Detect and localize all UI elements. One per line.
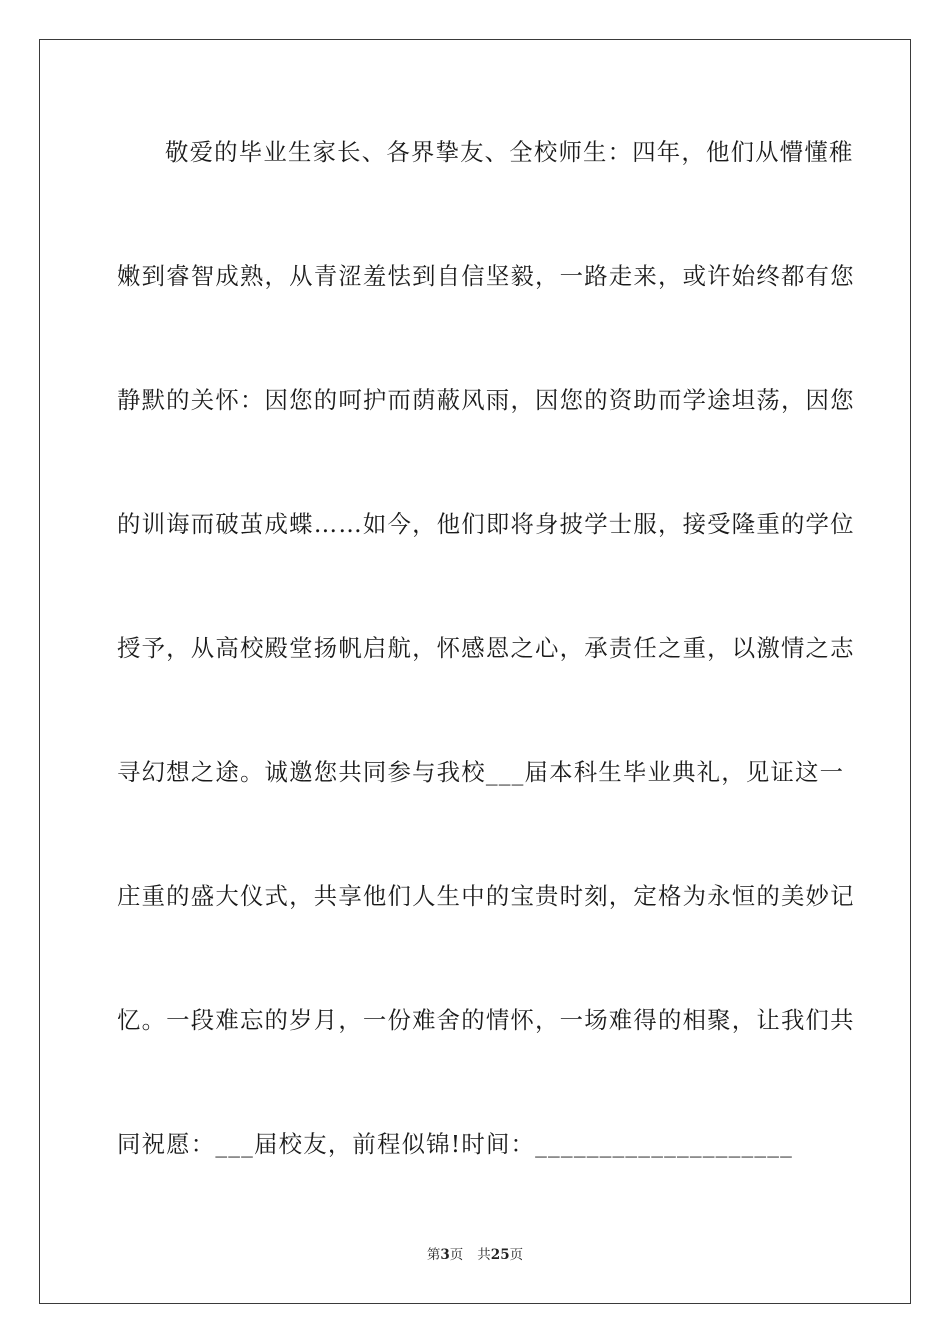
page-suffix: 页 [449,1247,464,1263]
paragraph-line-4: 的训诲而破茧成蝶……如今，他们即将身披学士服，接受隆重的学位 [117,510,855,538]
total-pages: 25 [490,1247,510,1263]
paragraph-line-1: 敬爱的毕业生家长、各界挚友、全校师生：四年，他们从懵懂稚 [165,138,854,166]
paragraph-line-9: 同祝愿：___届校友，前程似锦!时间：____________________ [117,1130,794,1158]
paragraph-line-7: 庄重的盛大仪式，共享他们人生中的宝贵时刻，定格为永恒的美妙记 [117,882,855,910]
page-prefix: 第 [426,1247,441,1263]
total-prefix: 共 [477,1247,491,1263]
page-footer [0,1246,950,1264]
page-number: 3 [440,1247,450,1263]
paragraph-line-5: 授予，从高校殿堂扬帆启航，怀感恩之心，承责任之重，以激情之志 [117,634,855,662]
page-border [39,39,911,1304]
paragraph-line-8: 忆。一段难忘的岁月，一份难舍的情怀，一场难得的相聚，让我们共 [117,1006,855,1034]
paragraph-line-3: 静默的关怀：因您的呵护而荫蔽风雨，因您的资助而学途坦荡，因您 [117,386,855,414]
paragraph-line-2: 嫩到睿智成熟，从青涩羞怯到自信坚毅，一路走来，或许始终都有您 [117,262,855,290]
paragraph-line-6: 寻幻想之途。诚邀您共同参与我校___届本科生毕业典礼，见证这一 [117,758,845,786]
total-suffix: 页 [509,1247,524,1263]
